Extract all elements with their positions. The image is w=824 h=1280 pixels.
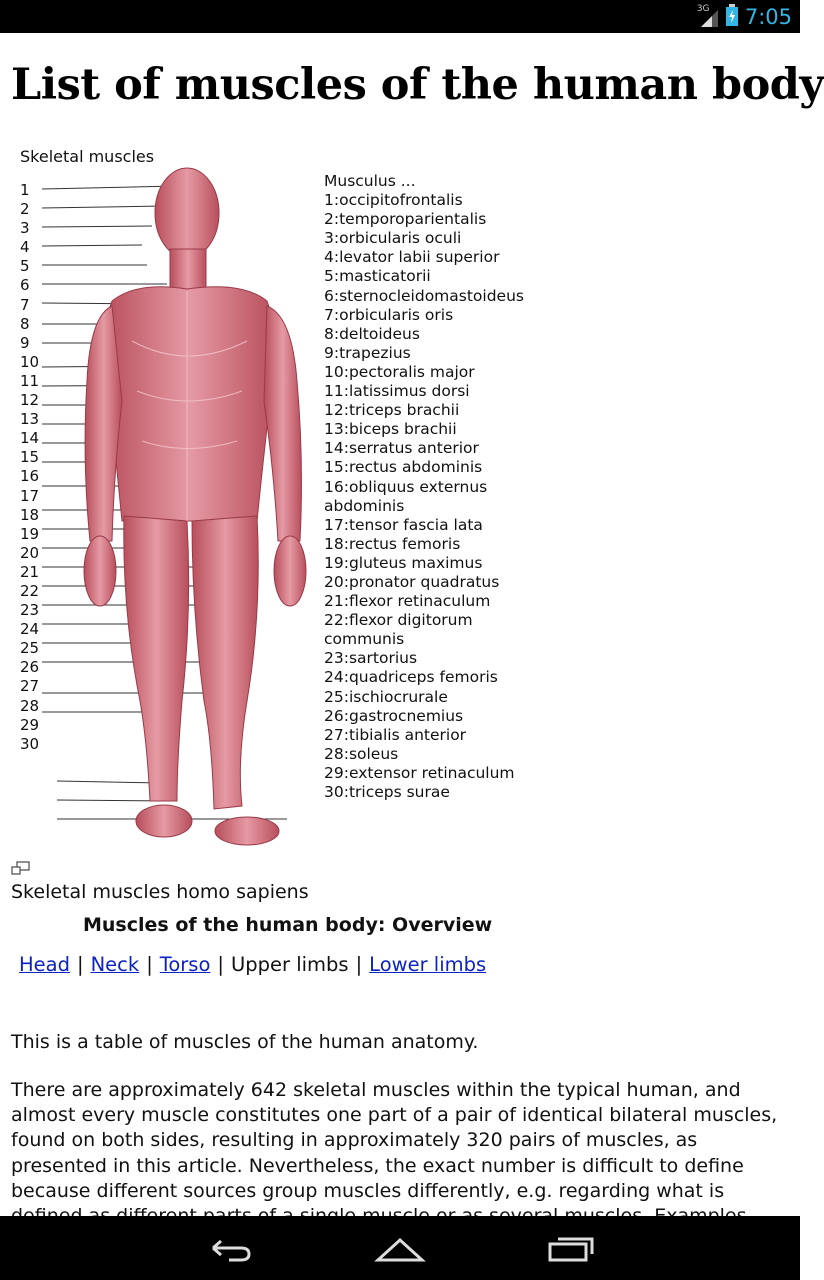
legend-item: 7:orbicularis oris (324, 305, 454, 324)
legend-item: 16:obliquus externus (324, 477, 488, 496)
section-nav (19, 953, 486, 976)
legend-item: 6:sternocleidomastoideus (324, 286, 524, 305)
figure-title: Skeletal muscles (20, 147, 155, 166)
figure-number: 27 (20, 677, 40, 696)
figure-number: 10 (20, 352, 40, 371)
figure-number: 6 (20, 276, 30, 295)
nav-separator: | (217, 953, 224, 976)
figure-number: 16 (20, 467, 40, 486)
legend-item: 24:quadriceps femoris (324, 668, 498, 687)
legend-item: 15:rectus abdominis (324, 458, 483, 477)
battery-icon (725, 4, 739, 30)
figure-number: 21 (20, 562, 40, 581)
legend-item: abdominis (324, 496, 405, 515)
figure-number: 29 (20, 715, 40, 734)
legend-item: 23:sartorius (324, 649, 418, 668)
muscle-legend (324, 172, 524, 802)
signal-icon (697, 6, 719, 28)
figure-number: 12 (20, 391, 40, 410)
figure-number: 7 (20, 295, 30, 314)
nav-separator: | (77, 953, 84, 976)
legend-item: communis (324, 630, 405, 649)
nav-link-lower-limbs[interactable]: Lower limbs (369, 953, 487, 976)
figure-number: 13 (20, 410, 40, 429)
legend-item: 27:tibialis anterior (324, 725, 467, 744)
legend-item: 12:triceps brachii (324, 401, 460, 420)
system-nav-bar (0, 1216, 800, 1280)
network-type: 3G (696, 4, 710, 14)
legend-item: 17:tensor fascia lata (324, 515, 483, 534)
legend-item: 26:gastrocnemius (324, 706, 464, 725)
legend-item: 30:triceps surae (324, 783, 450, 801)
legend-item: 11:latissimus dorsi (324, 382, 470, 401)
overview-heading: Muscles of the human body: Overview (83, 914, 493, 936)
figure-number: 30 (20, 734, 40, 753)
figure-number: 22 (20, 581, 40, 600)
legend-item: Musculus ... (324, 172, 416, 190)
article-view[interactable] (0, 33, 824, 1216)
legend-item: 14:serratus anterior (324, 439, 479, 458)
page-title: List of muscles of the human body (11, 60, 824, 110)
figure-number: 15 (20, 448, 40, 467)
legend-item: 18:rectus femoris (324, 534, 461, 553)
human-body-illustration (42, 141, 342, 846)
recent-apps-icon[interactable] (546, 1230, 598, 1270)
figure-number: 3 (20, 219, 30, 238)
figure-number: 14 (20, 429, 40, 448)
clock: 7:05 (744, 5, 792, 29)
status-bar (0, 0, 800, 33)
nav-link-head[interactable]: Head (19, 953, 70, 976)
figure-number: 8 (20, 314, 30, 333)
legend-item: 9:trapezius (324, 343, 411, 362)
legend-item: 4:levator labii superior (324, 248, 500, 267)
intro-paragraph: This is a table of muscles of the human anatomy. (11, 1031, 479, 1053)
legend-item: 25:ischiocrurale (324, 687, 448, 706)
legend-item: 22:flexor digitorum (324, 611, 473, 630)
nav-link-upper-limbs: Upper limbs (230, 953, 349, 976)
figure-number: 5 (20, 257, 30, 276)
figure-number: 4 (20, 238, 30, 257)
figure-number-list (20, 181, 39, 754)
legend-item: 13:biceps brachii (324, 420, 457, 439)
nav-separator: | (355, 953, 363, 976)
figure-number: 11 (20, 371, 40, 390)
home-icon[interactable] (374, 1230, 426, 1270)
figure-number: 2 (20, 200, 30, 219)
figure-number: 25 (20, 639, 40, 658)
legend-item: 5:masticatorii (324, 267, 431, 286)
figure-number: 23 (20, 601, 40, 620)
figure-number: 24 (20, 620, 40, 639)
back-icon[interactable] (203, 1230, 255, 1270)
legend-item: 8:deltoideus (324, 324, 420, 343)
nav-link-torso[interactable]: Torso (159, 953, 211, 976)
figure-number: 17 (20, 486, 40, 505)
figure-number: 20 (20, 543, 40, 562)
figure-number: 1 (20, 181, 30, 199)
legend-item: 10:pectoralis major (324, 362, 475, 381)
figure-number: 9 (20, 333, 30, 352)
legend-item: 2:temporoparientalis (324, 210, 487, 229)
figure-number: 28 (20, 696, 40, 715)
legend-item: 3:orbicularis oculi (324, 229, 462, 248)
figure-number: 18 (20, 505, 40, 524)
figure-number: 19 (20, 524, 40, 543)
legend-item: 1:occipitofrontalis (324, 191, 463, 210)
muscle-diagram[interactable] (12, 141, 552, 846)
legend-item: 21:flexor retinaculum (324, 592, 491, 611)
figure-number: 26 (20, 658, 40, 677)
image-caption: Skeletal muscles homo sapiens (11, 881, 309, 903)
legend-item: 19:gluteus maximus (324, 553, 483, 572)
nav-separator: | (146, 953, 153, 976)
nav-link-neck[interactable]: Neck (90, 953, 140, 976)
body-paragraph: There are approximately 642 skeletal muscles within the typical human, and almost every muscle constitutes one part of a pair of identical bilateral muscles, found on both sides, resulting in approximately 320 pairs of muscles, as presented in this article. Nevertheless, the exact number is difficult to define because different sources group muscles differently, e.g. regarding what is (11, 1079, 778, 1202)
legend-item: 20:pronator quadratus (324, 572, 500, 591)
enlarge-image-icon[interactable] (11, 860, 31, 879)
legend-item: 29:extensor retinaculum (324, 763, 515, 782)
legend-item: 28:soleus (324, 744, 399, 763)
